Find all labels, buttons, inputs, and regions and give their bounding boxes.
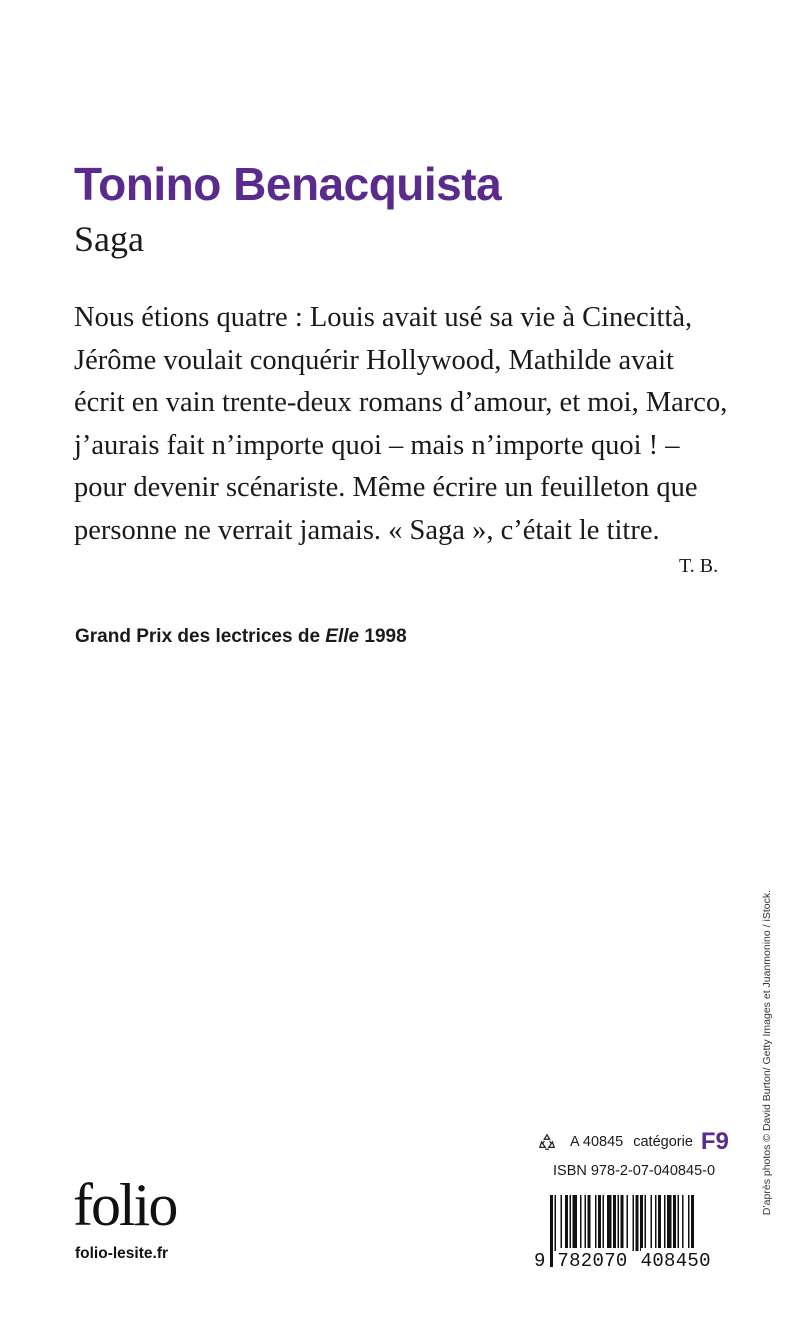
barcode-bar: [618, 1195, 620, 1251]
blurb-line: pour devenir scénariste. Même écrire un feuilleton que: [74, 472, 698, 504]
blurb-line: Nous étions quatre : Louis avait usé sa vie à Cinecittà,: [74, 302, 693, 333]
blurb-signature: T. B.: [679, 555, 719, 577]
barcode-bar: [613, 1195, 616, 1251]
barcode-bar: [688, 1195, 690, 1251]
barcode-bar: [640, 1195, 643, 1251]
award-magazine: Elle: [325, 626, 360, 647]
award-prefix: Grand Prix des lectrices de: [75, 626, 326, 647]
barcode-bar: [588, 1195, 591, 1251]
barcode-bar: [658, 1195, 661, 1251]
barcode-bar: [573, 1195, 578, 1251]
barcode-bar: [682, 1195, 684, 1251]
barcode-bar: [673, 1195, 676, 1251]
barcode-bar: [651, 1195, 653, 1251]
barcode-bar: [667, 1195, 672, 1251]
barcode-bar: [636, 1195, 639, 1251]
barcode-first-digit: 9: [534, 1250, 546, 1272]
photo-credit-text: D’après photos © David Burton/ Getty Images et Juanmonino / iStock.: [761, 890, 773, 1216]
barcode-digits: [534, 1248, 726, 1274]
barcode-bar: [598, 1195, 601, 1251]
barcode-bar: [555, 1195, 557, 1251]
folio-logo: folio: [73, 1172, 177, 1238]
blurb-line: j’aurais fait n’importe quoi – mais n’importe quoi ! –: [74, 429, 680, 461]
barcode-bar: [595, 1195, 597, 1251]
award-line: [75, 624, 407, 650]
barcode-bar: [603, 1195, 605, 1251]
barcode-bar: [570, 1195, 572, 1251]
barcode-bar: [664, 1195, 666, 1251]
blurb: [74, 297, 734, 553]
barcode-group-right: 408450: [640, 1250, 711, 1272]
category-label: catégorie: [633, 1134, 693, 1150]
recycling-symbol-icon: [538, 1133, 556, 1151]
barcode-bar: [585, 1195, 587, 1251]
award-year: 1998: [359, 626, 407, 647]
blurb-line: personne ne verrait jamais. « Saga », c’était le titre.: [74, 514, 660, 546]
blurb-line: écrit en vain trente-deux romans d’amour, et moi, Marco,: [74, 387, 728, 419]
publisher-website[interactable]: folio-lesite.fr: [75, 1245, 169, 1262]
barcode-bar: [633, 1195, 635, 1251]
catalog-info: [538, 1130, 729, 1154]
barcode-group-left: 782070: [557, 1250, 628, 1272]
category-badge: F9: [700, 1128, 729, 1155]
barcode-bar: [607, 1195, 612, 1251]
barcode-bar: [580, 1195, 582, 1251]
author-name: Tonino Benacquista: [74, 158, 502, 210]
isbn: ISBN 978-2-07-040845-0: [553, 1163, 716, 1179]
barcode-bar: [655, 1195, 657, 1251]
barcode-bar: [561, 1195, 563, 1251]
catalog-code: A 40845: [570, 1134, 624, 1150]
barcode-bar: [627, 1195, 629, 1251]
barcode-bar: [565, 1195, 568, 1251]
blurb-line: Jérôme voulait conquérir Hollywood, Mathilde avait: [74, 344, 674, 376]
barcode-bar: [645, 1195, 647, 1251]
book-title: Saga: [74, 219, 144, 259]
barcode-bar: [678, 1195, 680, 1251]
